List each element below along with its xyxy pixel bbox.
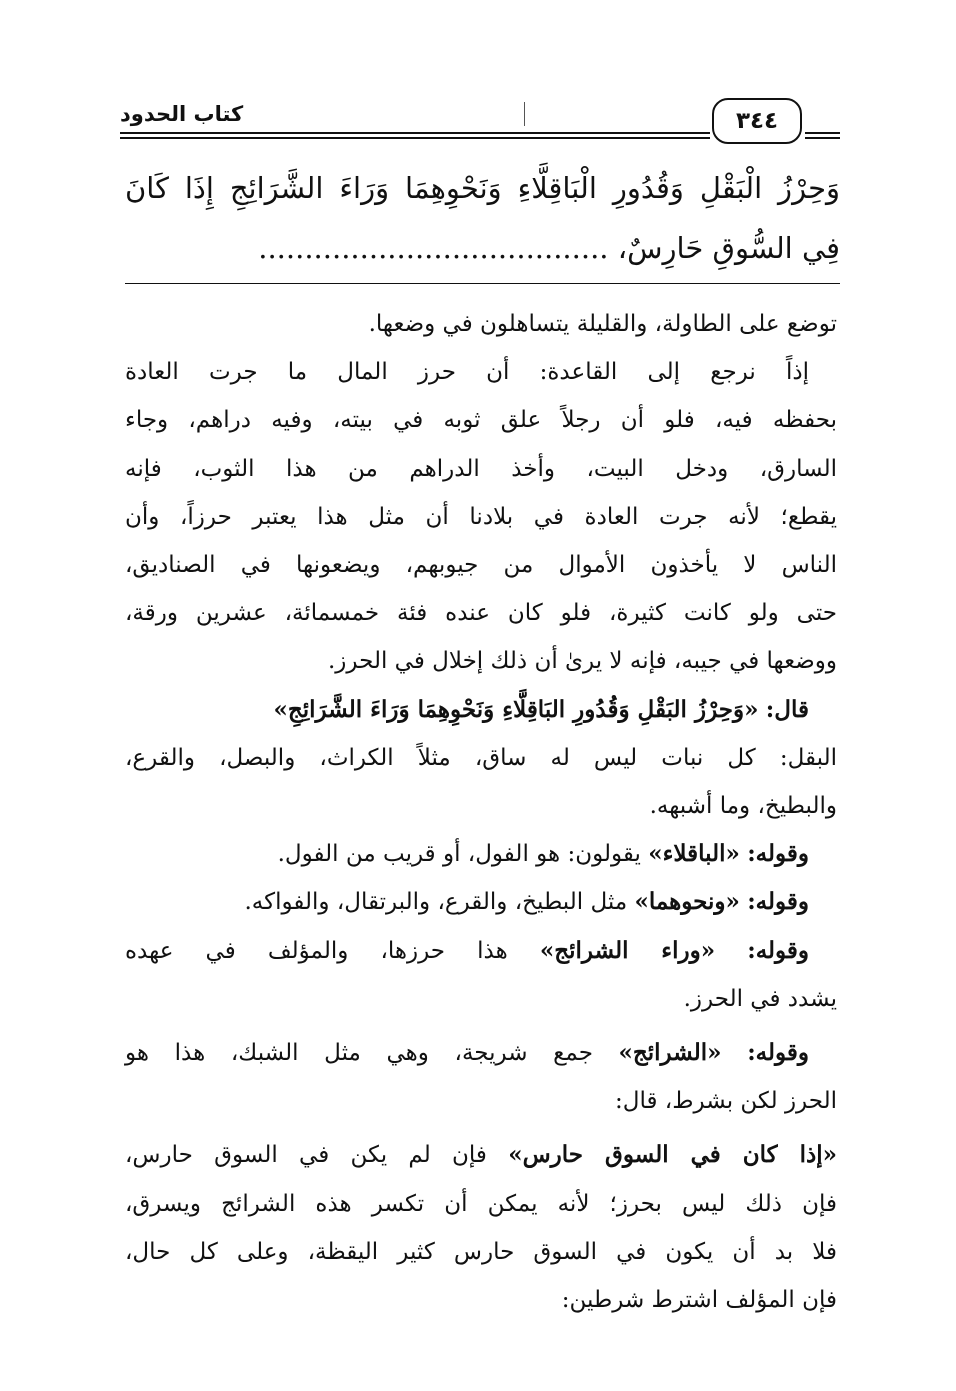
qawluh-label: وقوله: [747,840,809,868]
text-line: حتى ولو كانت كثيرة، فلو كان عنده فئة خمسمائة، عشرين ورقة، [125,600,837,627]
matn-text [125,158,840,278]
qal-label: قال: [765,695,809,723]
matn-fragment: فِي السُّوقِ حَارِسٌ، [617,231,840,265]
quoted-term: «ونحوهما» [634,888,740,916]
text-line: يشدد في الحرز. [683,985,837,1012]
ellipsis-dots: ...................................... [258,231,609,265]
qawluh-line [125,1029,837,1077]
quoted-matn: «وَحِرْزُ البَقْلِ وَقُدُورِ البَاقِلَّاءِ وَنَحْوِهِمَا وَرَاءَ الشَّرَائِجِ» [273,695,759,723]
qawluh-line [125,830,837,878]
text-line: السارق، ودخل البيت، وأخذ الدراهم من هذا الثوب، فإنه [125,455,837,482]
running-title: كتاب الحدود [120,102,244,126]
page-number-badge: ٣٤٤ [712,98,802,144]
commentary-text [125,300,837,1324]
quoted-term: «إذا كان في السوق حارس» [508,1141,838,1169]
text-line: الناس لا يأخذون الأموال من جيوبهم، ويضعونها في الصناديق، [125,552,837,579]
matn-line [125,218,840,278]
explanation: جمع شريجة، وهي مثل الشبك، هذا هو [125,1040,593,1067]
quote-line [125,686,837,734]
explanation: فإن لم يكن في السوق حارس، [125,1142,487,1169]
page-header [120,96,840,152]
text-line: الحرز لكن بشرط، قال: [615,1088,837,1115]
header-rule [805,132,840,134]
header-mark [524,102,528,126]
header-rule [120,132,710,134]
explanation: مثل البطيخ، والقرع، والبرتقال، والفواكه. [244,889,628,916]
header-rule [120,137,710,139]
separator-line [125,283,840,284]
quoted-term: «الباقلاء» [648,840,740,868]
quoted-term: «وراء الشرائج» [539,936,716,964]
qawluh-label: وقوله: [747,936,810,964]
text-line: فإن ذلك ليس بحرز؛ لأنه يمكن أن تكسر هذه الشرائج ويسرق، [125,1190,837,1217]
explanation: يقولون: هو الفول، أو قريب من الفول. [277,841,641,868]
text-line: فلا بد أن يكون في السوق حارس كثير اليقظة، وعلى كل حال، [125,1238,837,1265]
header-rule [805,137,840,139]
text-line: يقطع؛ لأنه جرت العادة في بلادنا أن مثل هذا يعتبر حرزاً، وأن [125,503,837,530]
qawluh-label: وقوله: [747,888,809,916]
qawluh-line [125,927,837,975]
qawluh-label: وقوله: [747,1039,809,1067]
text-line: البقل: كل نبات ليس له ساق، مثلاً الكراث، والبصل، والقرع، [125,744,837,771]
quote-line [125,1131,837,1179]
quoted-term: «الشرائج» [618,1039,722,1067]
matn-line: وَحِرْزُ الْبَقْلِ وَقُدُورِ الْبَاقِلَّاءِ وَنَحْوِهِمَا وَرَاءَ الشَّرَائِجِ إِذَا كَانَ [125,171,840,205]
text-line: توضع على الطاولة، والقليلة يتساهلون في وضعها. [368,311,837,337]
qawluh-line [125,878,837,926]
explanation: هذا حرزها، والمؤلف في عهده [125,937,508,964]
text-line: بحفظه فيه، فلو أن رجلاً علق ثوبه في بيته، وفيه دراهم، وجاء [125,407,837,434]
text-line: إذاً نرجع إلى القاعدة: أن حرز المال ما جرت العادة [125,359,809,386]
text-line: ووضعها في جيبه، فإنه لا يرىٰ أن ذلك إخلال في الحرز. [328,648,837,675]
text-line: والبطيخ، وما أشبهه. [649,793,837,820]
text-line: فإن المؤلف اشترط شرطين: [561,1287,837,1314]
